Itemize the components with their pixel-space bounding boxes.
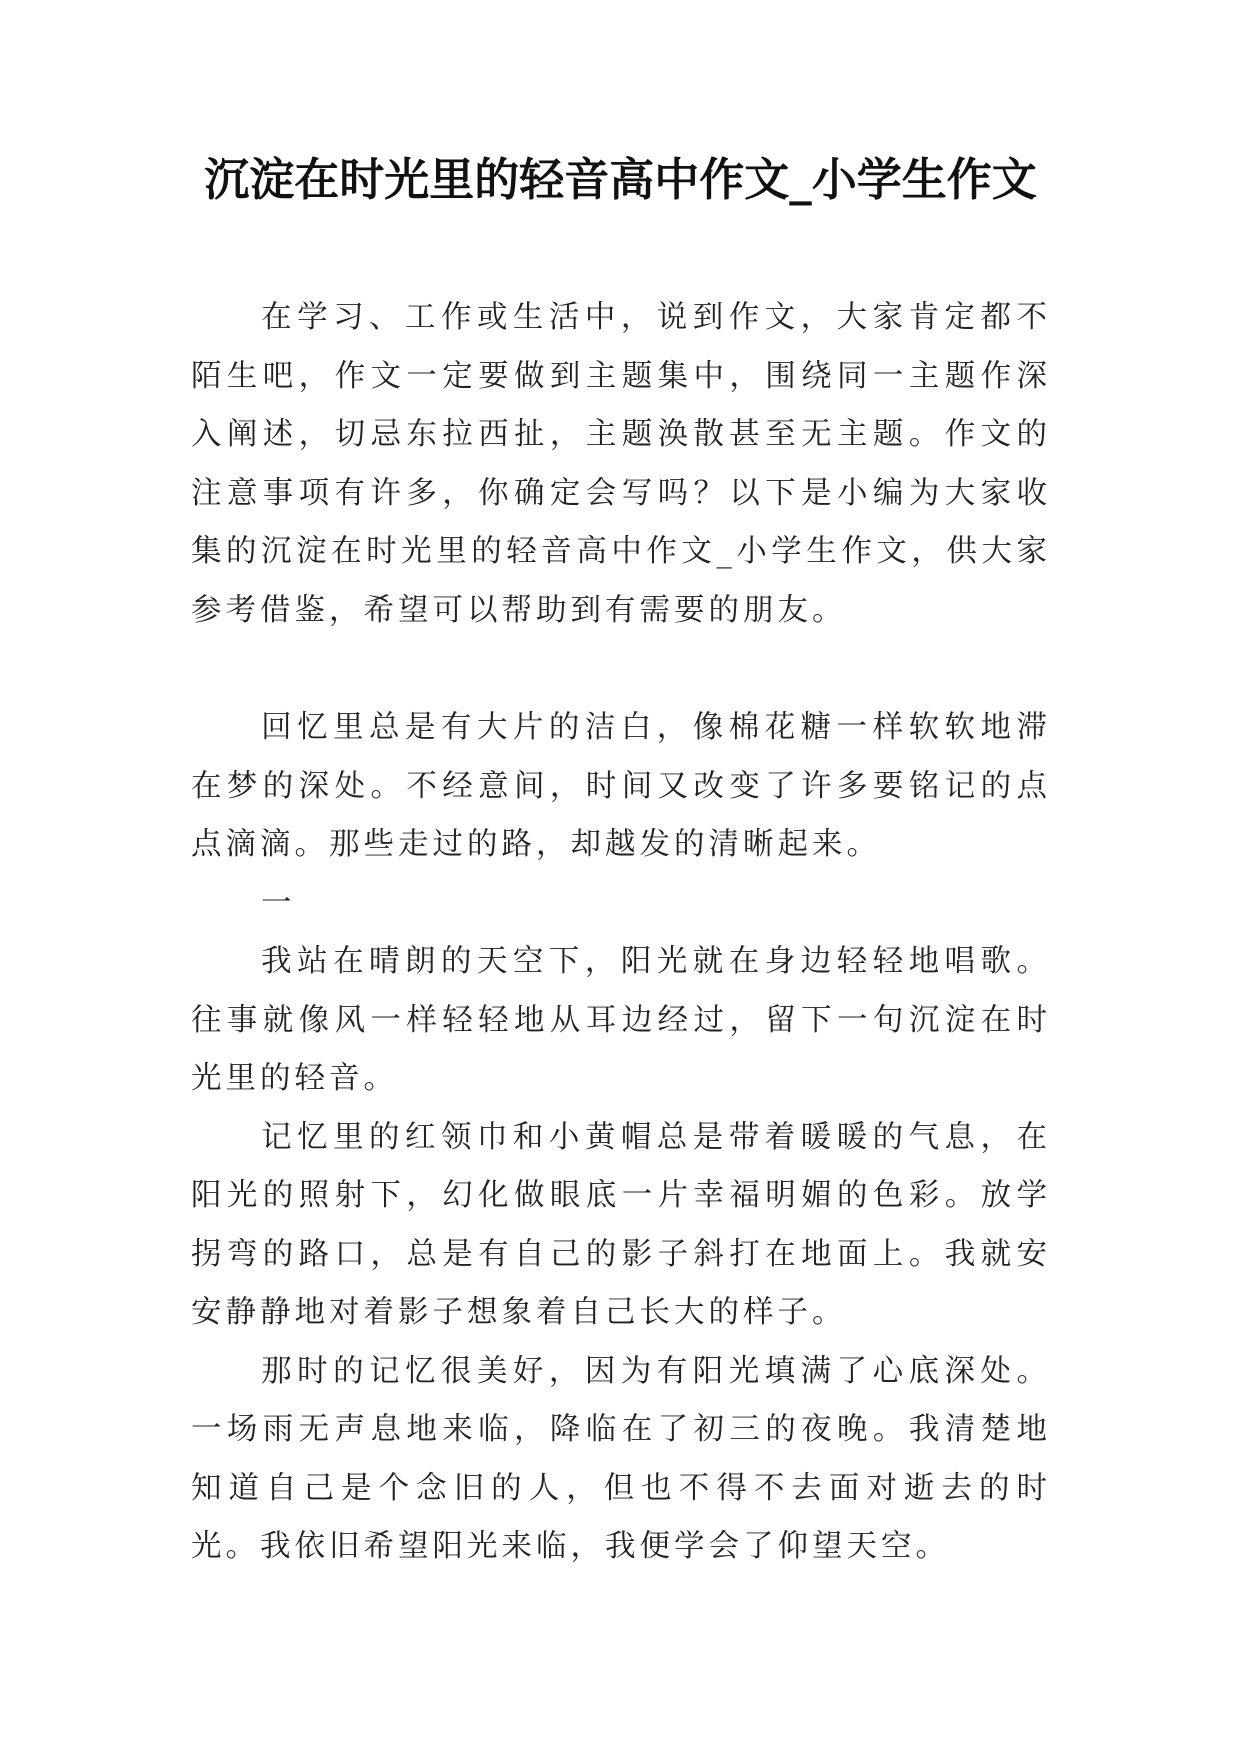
- document-title: 沉淀在时光里的轻音高中作文_小学生作文: [204, 153, 1037, 206]
- body-paragraph: 我站在晴朗的天空下，阳光就在身边轻轻地唱歌。往事就像风一样轻轻地从耳边经过，留下一句沉淀在时光里的轻音。: [191, 944, 1051, 1096]
- body-paragraph: 那时的记忆很美好，因为有阳光填满了心底深处。一场雨无声息地来临，降临在了初三的夜晚。我清楚地知道自己是个念旧的人，但也不得不去面对逝去的时光。我依旧希望阳光来临，我便学会了仰望天空。: [191, 1353, 1051, 1564]
- document-body: [191, 289, 1051, 1577]
- body-paragraph: 记忆里的红领巾和小黄帽总是带着暖暖的气息，在阳光的照射下，幻化做眼底一片幸福明媚的色彩。放学拐弯的路口，总是有自己的影子斜打在地面上。我就安安静静地对着影子想象着自己长大的样子。: [191, 1119, 1051, 1330]
- intro-paragraph: 在学习、工作或生活中，说到作文，大家肯定都不陌生吧，作文一定要做到主题集中，围绕同一主题作深入阐述，切忌东拉西扯，主题涣散甚至无主题。作文的注意事项有许多，你确定会写吗？以下是小编为大家收集的沉淀在时光里的轻音高中作文_小学生作文，供大家参考借鉴，希望可以帮助到有需要的朋友。: [191, 300, 1051, 628]
- body-paragraph: 回忆里总是有大片的洁白，像棉花糖一样软软地滞在梦的深处。不经意间，时间又改变了许多要铭记的点点滴滴。那些走过的路，却越发的清晰起来。: [191, 710, 1051, 862]
- section-number: 一: [261, 885, 296, 921]
- paragraph-gap: [191, 640, 1051, 699]
